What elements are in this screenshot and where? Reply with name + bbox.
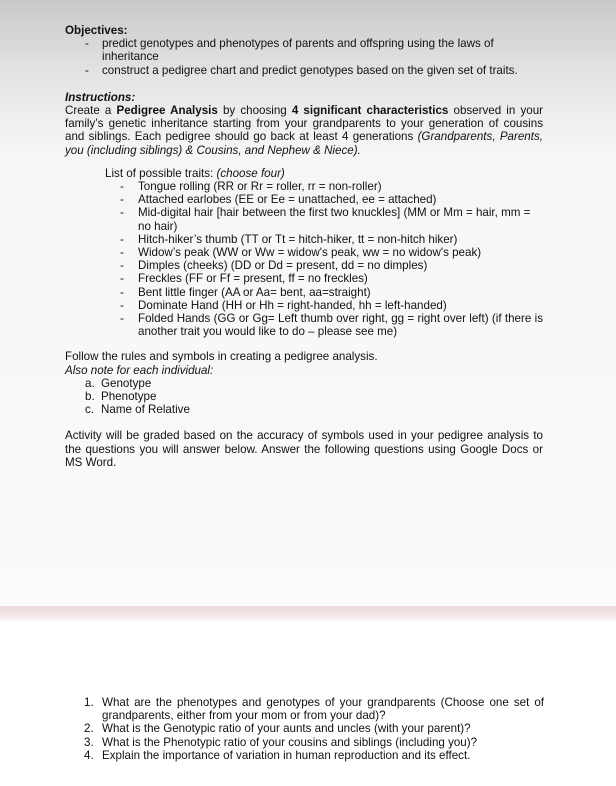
rules-line: Follow the rules and symbols in creating a pedigree analysis. [65,350,378,364]
question-item [82,696,544,722]
objective-item: - predict genotypes and phenotypes of parents and offspring using the laws of inheritance [65,37,543,63]
page-1-content [65,24,543,469]
note-text: Phenotype [101,390,157,404]
note-item [85,377,543,390]
instructions-bold-characteristics: 4 significant characteristics [291,104,449,118]
objectives-list [65,37,543,77]
trait-item: - Dimples (cheeks) (DD or Dd = present, dd = no dimples) [105,259,543,272]
trait-item: - Folded Hands (GG or Gg= Left thumb over right, gg = right over left) (if there is another trait you would like to do – please see me) [105,312,543,338]
trait-item: - Bent little finger (AA or Aa= bent, aa=straight) [105,286,543,299]
note-item [85,390,543,403]
trait-item: - Tongue rolling (RR or Rr = roller, rr = non-roller) [105,180,543,193]
instructions-heading: Instructions: [65,90,136,104]
questions-list [82,696,544,762]
document-page-2 [0,622,616,786]
traits-heading-text: List of possible traits: [105,166,217,180]
trait-item: - Widow’s peak (WW or Ww = widow's peak, ww = no widow's peak) [105,246,543,259]
question-text: What is the Phenotypic ratio of your cousins and siblings (including you)? [102,735,478,749]
note-text: Name of Relative [101,403,190,417]
note-marker: a. [85,376,95,390]
question-number: 2. [84,722,94,736]
instructions-text: observed in your family’s genetic inheritance starting from your grandparents to your generation of cousins and siblings. Each pedigree should go back at least 4 generations [65,104,543,144]
grading-paragraph: Activity will be graded based on the accuracy of symbols used in your pedigree analysis to the questions you will answer below. Answer the following questions using Google Docs or MS Word. [65,429,543,469]
individual-notes-list [65,377,543,417]
objective-item: - construct a pedigree chart and predict genotypes based on the given set of traits. [65,64,543,77]
traits-heading-note: (choose four) [216,166,285,180]
question-text: Explain the importance of variation in human reproduction and its effect. [102,748,471,762]
trait-item: - Dominate Hand (HH or Hh = right-handed, hh = left-handed) [105,299,543,312]
question-item [82,722,544,735]
instructions-text: Create a [65,104,117,118]
traits-heading [105,167,543,180]
question-number: 1. [84,696,94,709]
page-separator [0,606,616,622]
rules-note: Also note for each individual: [65,363,214,377]
question-number: 4. [84,748,94,762]
question-number: 3. [84,735,94,749]
trait-item: - Hitch-hiker’s thumb (TT or Tt = hitch-hiker, tt = non-hitch hiker) [105,233,543,246]
question-text: What is the Genotypic ratio of your aunts and uncles (with your parent)? [102,722,471,736]
trait-item: - Attached earlobes (EE or Ee = unattached, ee = attached) [105,193,543,206]
note-item [85,403,543,416]
question-text: What are the phenotypes and genotypes of your grandparents (Choose one set of grandparents, either from your mom or from your dad)? [102,696,544,723]
traits-list [105,180,543,338]
question-item [82,749,544,762]
question-item [82,736,544,749]
note-text: Genotype [101,376,152,390]
instructions-text: by choosing [217,104,292,118]
trait-item: - Freckles (FF or Ff = present, ff = no freckles) [105,272,543,285]
instructions-paragraph [65,104,543,157]
trait-item: - Mid-digital hair [hair between the first two knuckles] (MM or Mm = hair, mm = no hair) [105,206,543,232]
note-marker: b. [85,390,95,404]
instructions-generations-note: (Grandparents, Parents, you (including siblings) & Cousins, and Nephew & Niece). [65,130,543,157]
note-marker: c. [85,403,95,417]
questions-section [82,696,544,762]
instructions-bold-pedigree: Pedigree Analysis [116,104,218,118]
objectives-heading: Objectives: [65,24,128,37]
traits-section [105,167,543,339]
